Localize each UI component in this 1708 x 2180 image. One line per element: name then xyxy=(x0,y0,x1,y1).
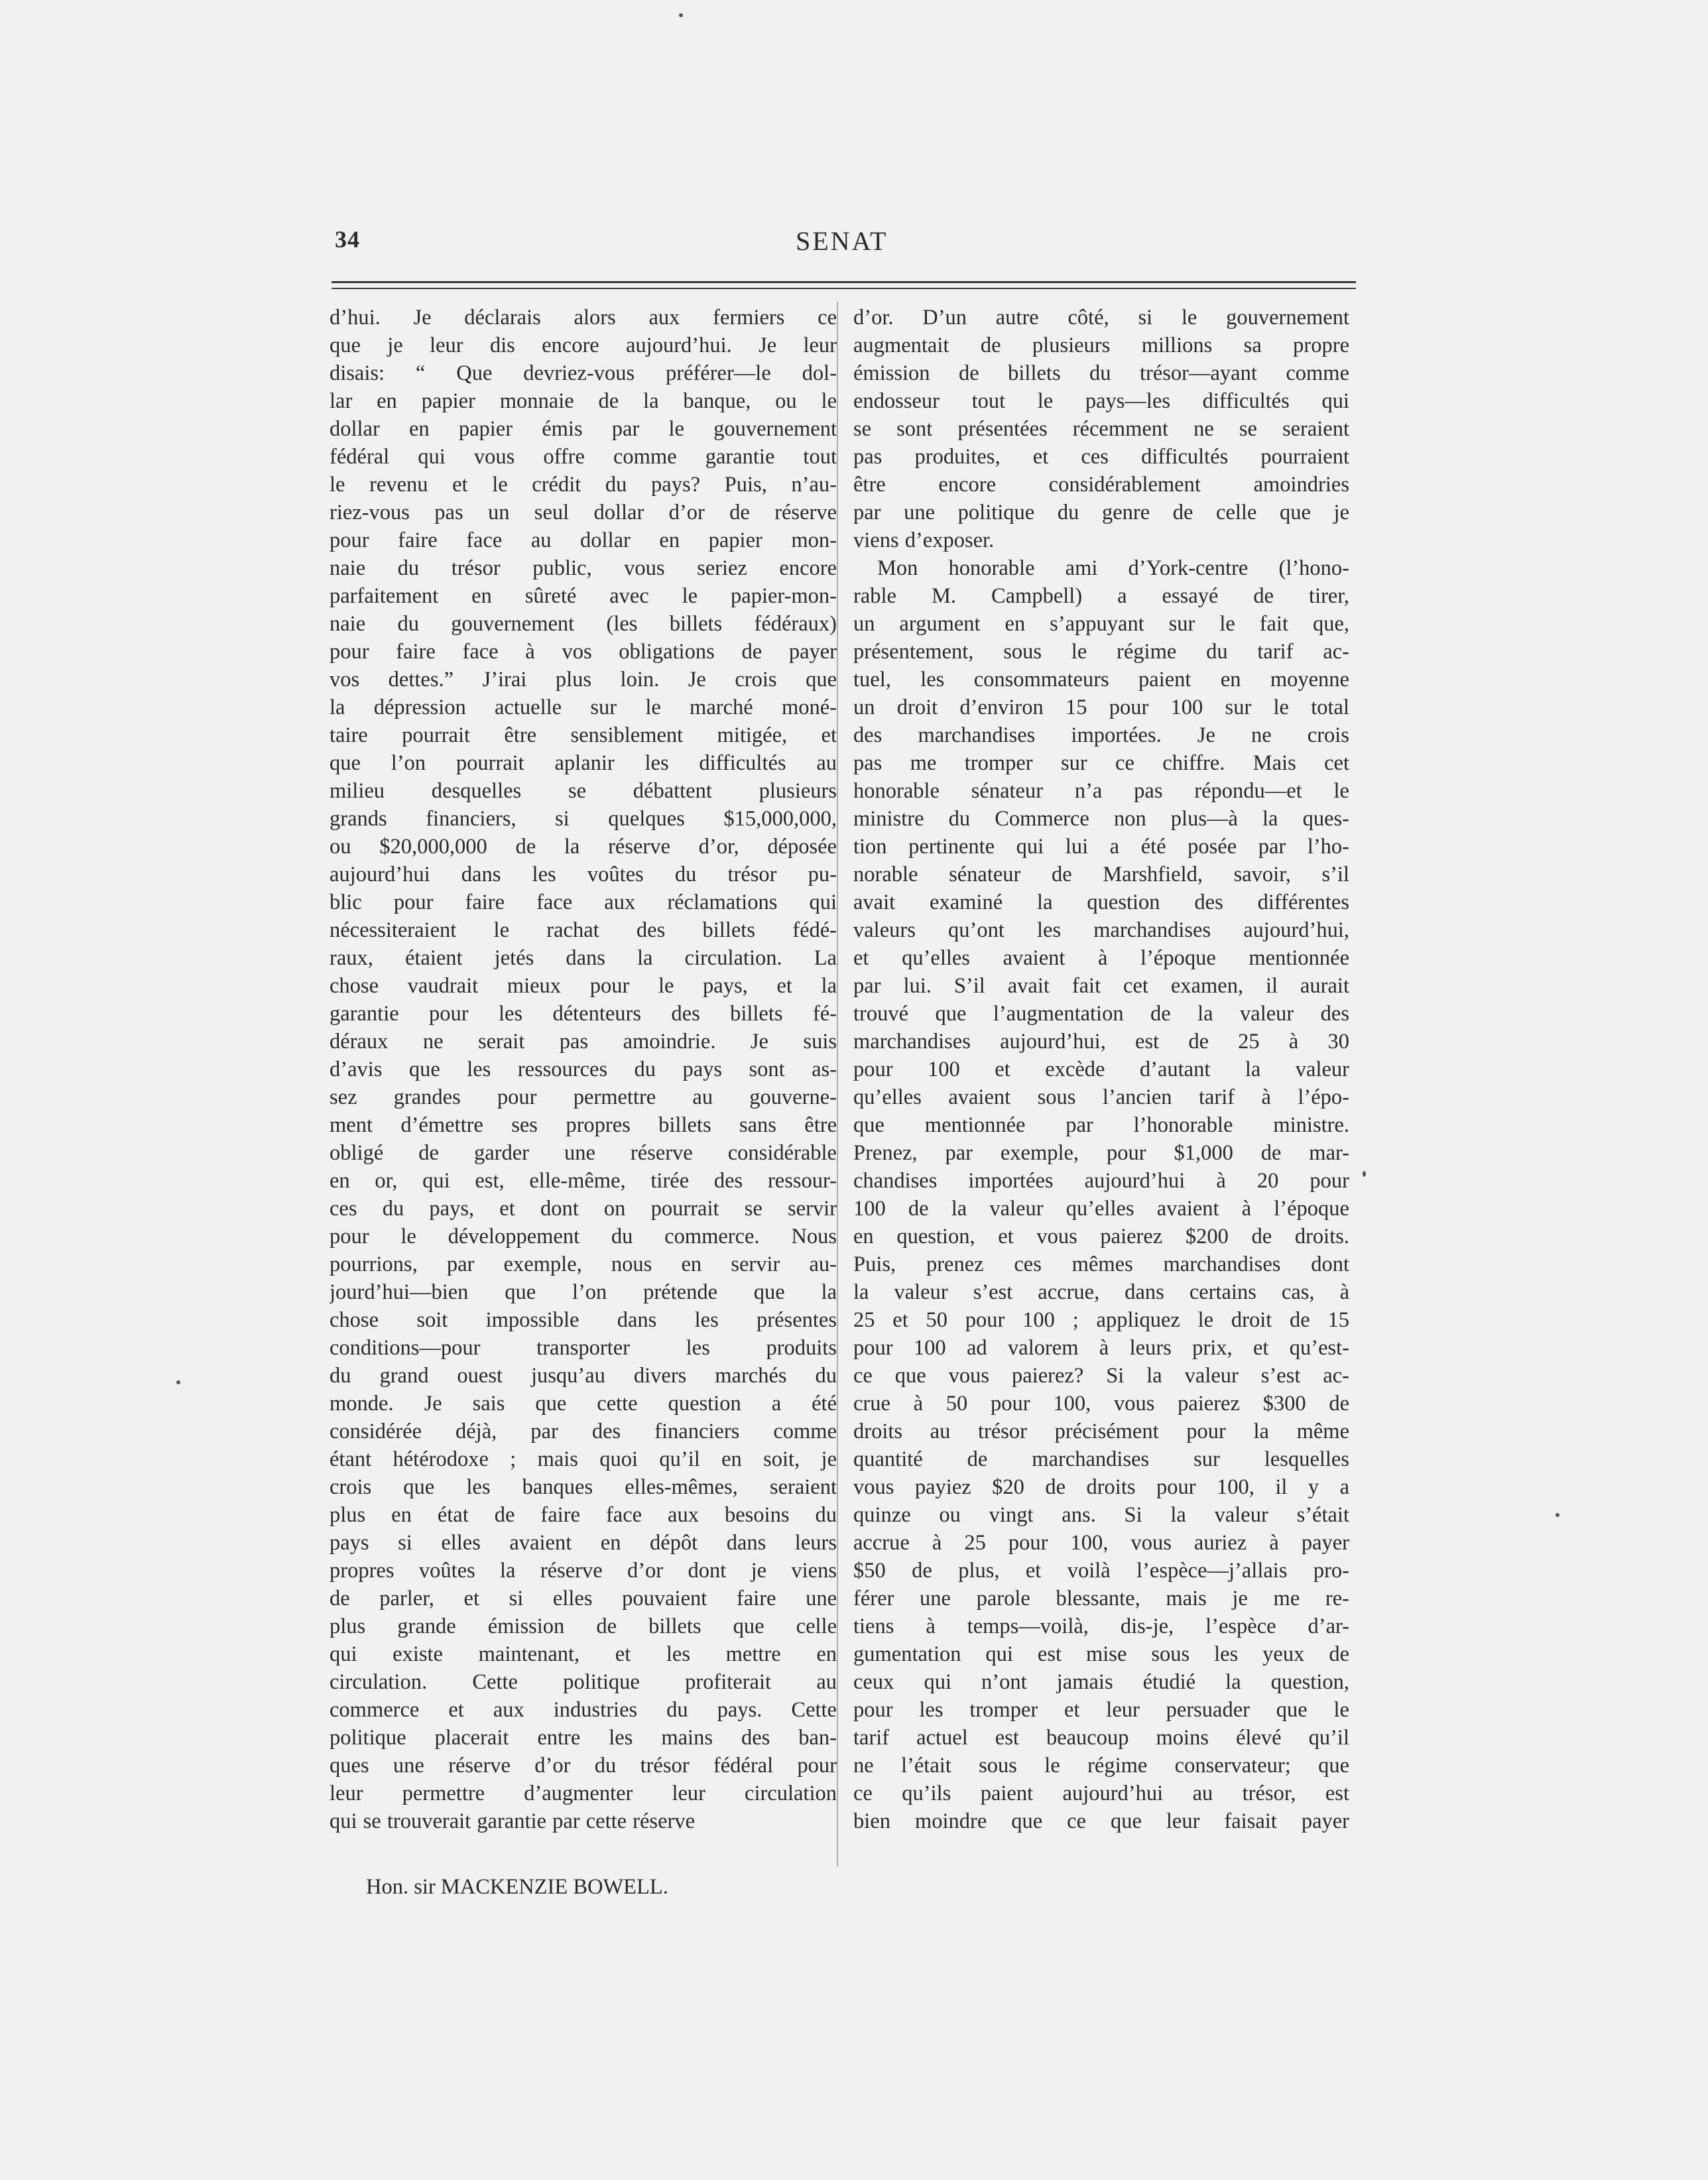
text-line: trouvé que l’augmentation de la valeur des xyxy=(853,1002,1349,1026)
header-rule-thin xyxy=(332,288,1356,289)
text-line: de parler, et si elles pouvaient faire une xyxy=(330,1587,837,1610)
text-line: des marchandises importées. Je ne crois xyxy=(853,723,1349,747)
text-line: avait examiné la question des différentes xyxy=(853,890,1349,914)
text-line: propres voûtes la réserve d’or dont je viens xyxy=(330,1559,837,1583)
text-line: chose soit impossible dans les présentes xyxy=(330,1308,837,1332)
text-line: fédéral qui vous offre comme garantie tout xyxy=(330,445,837,469)
text-line: commerce et aux industries du pays. Cette xyxy=(330,1698,837,1722)
text-line: présentement, sous le régime du tarif ac- xyxy=(853,640,1349,664)
text-line: que mentionnée par l’honorable ministre. xyxy=(853,1113,1349,1137)
text-line: marchandises aujourd’hui, est de 25 à 30 xyxy=(853,1030,1349,1054)
text-line: valeurs qu’ont les marchandises aujourd’hui, xyxy=(853,918,1349,942)
text-line: que l’on pourrait aplanir les difficultés au xyxy=(330,751,837,775)
text-line: pour 100 et excède d’autant la valeur xyxy=(853,1058,1349,1081)
text-line: naie du gouvernement (les billets fédéraux) xyxy=(330,612,837,636)
text-line: endosseur tout le pays—les difficultés qui xyxy=(853,389,1349,413)
text-line: quinze ou vingt ans. Si la valeur s’était xyxy=(853,1503,1349,1527)
text-line: la valeur s’est accrue, dans certains cas, à xyxy=(853,1280,1349,1304)
text-line: droits au trésor précisément pour la même xyxy=(853,1420,1349,1443)
text-line: ques une réserve d’or du trésor fédéral pour xyxy=(330,1754,837,1778)
scan-speck xyxy=(679,13,683,17)
text-line: pour faire face à vos obligations de payer xyxy=(330,640,837,664)
text-line: chandises importées aujourd’hui à 20 pour xyxy=(853,1169,1349,1193)
text-line: tarif actuel est beaucoup moins élevé qu’il xyxy=(853,1726,1349,1750)
scan-speck xyxy=(1363,1171,1366,1177)
text-line: pour le développement du commerce. Nous xyxy=(330,1225,837,1248)
text-line: d’avis que les ressources du pays sont as- xyxy=(330,1058,837,1081)
text-line: viens d’exposer. xyxy=(853,528,995,552)
text-line: en question, et vous paierez $200 de droits. xyxy=(853,1225,1349,1248)
page-number: 34 xyxy=(335,226,360,253)
text-line: norable sénateur de Marshfield, savoir, s’il xyxy=(853,863,1349,886)
text-line: Mon honorable ami d’York-centre (l’hono- xyxy=(877,556,1349,580)
text-line: 100 de la valeur qu’elles avaient à l’époque xyxy=(853,1197,1349,1221)
text-line: jourd’hui—bien que l’on prétende que la xyxy=(330,1280,837,1304)
text-line: qui se trouverait garantie par cette réserve xyxy=(330,1809,695,1833)
text-line: le revenu et le crédit du pays? Puis, n’au- xyxy=(330,473,837,497)
text-line: par lui. S’il avait fait cet examen, il aurait xyxy=(853,974,1349,998)
text-line: pas produites, et ces difficultés pourraient xyxy=(853,445,1349,469)
text-line: grands financiers, si quelques $15,000,000, xyxy=(330,807,837,831)
text-line: aujourd’hui dans les voûtes du trésor pu- xyxy=(330,863,837,886)
text-line: blic pour faire face aux réclamations qui xyxy=(330,890,837,914)
text-line: lar en papier monnaie de la banque, ou le xyxy=(330,389,837,413)
text-line: ces du pays, et dont on pourrait se servir xyxy=(330,1197,837,1221)
text-line: ne l’était sous le régime conservateur; que xyxy=(853,1754,1349,1778)
text-line: naie du trésor public, vous seriez encore xyxy=(330,556,837,580)
text-line: quantité de marchandises sur lesquelles xyxy=(853,1447,1349,1471)
text-line: honorable sénateur n’a pas répondu—et le xyxy=(853,779,1349,803)
text-line: qu’elles avaient sous l’ancien tarif à l’épo- xyxy=(853,1085,1349,1109)
running-title: SENAT xyxy=(796,226,888,256)
text-line: raux, étaient jetés dans la circulation. La xyxy=(330,946,837,970)
text-line: $50 de plus, et voilà l’espèce—j’allais pro- xyxy=(853,1559,1349,1583)
text-line: par une politique du genre de celle que je xyxy=(853,501,1349,524)
text-line: en or, qui est, elle-même, tirée des ressour- xyxy=(330,1169,837,1193)
text-line: ment d’émettre ses propres billets sans être xyxy=(330,1113,837,1137)
text-line: et qu’elles avaient à l’époque mentionnée xyxy=(853,946,1349,970)
text-line: férer une parole blessante, mais je me re- xyxy=(853,1587,1349,1610)
text-line: ceux qui n’ont jamais étudié la question, xyxy=(853,1670,1349,1694)
text-line: ou $20,000,000 de la réserve d’or, déposée xyxy=(330,835,837,859)
column-divider xyxy=(837,302,838,1866)
text-line: riez-vous pas un seul dollar d’or de réserve xyxy=(330,501,837,524)
text-line: dollar en papier émis par le gouvernement xyxy=(330,417,837,441)
text-line: plus grande émission de billets que celle xyxy=(330,1614,837,1638)
text-line: un droit d’environ 15 pour 100 sur le total xyxy=(853,696,1349,719)
text-line: que je leur dis encore aujourd’hui. Je leur xyxy=(330,333,837,357)
text-line: ministre du Commerce non plus—à la ques- xyxy=(853,807,1349,831)
text-line: leur permettre d’augmenter leur circulation xyxy=(330,1782,837,1805)
text-line: étant hétérodoxe ; mais quoi qu’il en soit, je xyxy=(330,1447,837,1471)
text-line: disais: “ Que devriez-vous préférer—le dol- xyxy=(330,361,837,385)
text-line: Prenez, par exemple, pour $1,000 de mar- xyxy=(853,1141,1349,1165)
text-line: tiens à temps—voilà, dis-je, l’espèce d’ar- xyxy=(853,1614,1349,1638)
text-line: tion pertinente qui lui a été posée par l’ho- xyxy=(853,835,1349,859)
text-line: crois que les banques elles-mêmes, seraient xyxy=(330,1475,837,1499)
text-line: nécessiteraient le rachat des billets fédé- xyxy=(330,918,837,942)
text-line: d’or. D’un autre côté, si le gouvernement xyxy=(853,306,1349,330)
text-line: vos dettes.” J’irai plus loin. Je crois que xyxy=(330,668,837,692)
text-line: pas me tromper sur ce chiffre. Mais cet xyxy=(853,751,1349,775)
text-line: chose vaudrait mieux pour le pays, et la xyxy=(330,974,837,998)
text-line: déraux ne serait pas amoindrie. Je suis xyxy=(330,1030,837,1054)
text-line: vous payiez $20 de droits pour 100, il y a xyxy=(853,1475,1349,1499)
scan-speck xyxy=(176,1380,180,1384)
text-line: émission de billets du trésor—ayant comme xyxy=(853,361,1349,385)
text-line: conditions—pour transporter les produits xyxy=(330,1336,837,1360)
text-line: pour 100 ad valorem à leurs prix, et qu’est- xyxy=(853,1336,1349,1360)
text-line: ce qu’ils paient aujourd’hui au trésor, est xyxy=(853,1782,1349,1805)
speaker-signature: Hon. sir MACKENZIE BOWELL. xyxy=(366,1875,668,1899)
text-line: un argument en s’appuyant sur le fait que, xyxy=(853,612,1349,636)
text-line: gumentation qui est mise sous les yeux de xyxy=(853,1642,1349,1666)
text-line: Puis, prenez ces mêmes marchandises dont xyxy=(853,1252,1349,1276)
text-line: garantie pour les détenteurs des billets fé- xyxy=(330,1002,837,1026)
text-line: milieu desquelles se débattent plusieurs xyxy=(330,779,837,803)
text-line: pays si elles avaient en dépôt dans leurs xyxy=(330,1531,837,1555)
text-line: taire pourrait être sensiblement mitigée, et xyxy=(330,723,837,747)
text-line: rable M. Campbell) a essayé de tirer, xyxy=(853,584,1349,608)
text-line: pour les tromper et leur persuader que le xyxy=(853,1698,1349,1722)
text-line: se sont présentées récemment ne se seraient xyxy=(853,417,1349,441)
left-column xyxy=(330,304,837,1835)
text-line: 25 et 50 pour 100 ; appliquez le droit de 15 xyxy=(853,1308,1349,1332)
text-line: être encore considérablement amoindries xyxy=(853,473,1349,497)
text-line: monde. Je sais que cette question a été xyxy=(330,1392,837,1416)
text-line: politique placerait entre les mains des ban- xyxy=(330,1726,837,1750)
text-line: la dépression actuelle sur le marché moné- xyxy=(330,696,837,719)
text-line: sez grandes pour permettre au gouverne- xyxy=(330,1085,837,1109)
text-line: qui existe maintenant, et les mettre en xyxy=(330,1642,837,1666)
text-line: obligé de garder une réserve considérable xyxy=(330,1141,837,1165)
text-line: parfaitement en sûreté avec le papier-mon- xyxy=(330,584,837,608)
text-line: bien moindre que ce que leur faisait payer xyxy=(853,1809,1349,1833)
text-line: d’hui. Je déclarais alors aux fermiers ce xyxy=(330,306,837,330)
text-line: accrue à 25 pour 100, vous auriez à payer xyxy=(853,1531,1349,1555)
text-line: considérée déjà, par des financiers comme xyxy=(330,1420,837,1443)
text-line: crue à 50 pour 100, vous paierez $300 de xyxy=(853,1392,1349,1416)
text-line: du grand ouest jusqu’au divers marchés du xyxy=(330,1364,837,1388)
page-header xyxy=(335,225,1356,265)
right-column xyxy=(853,304,1349,1835)
text-line: circulation. Cette politique profiterait au xyxy=(330,1670,837,1694)
text-line: ce que vous paierez? Si la valeur s’est ac- xyxy=(853,1364,1349,1388)
header-rule xyxy=(332,281,1356,283)
text-line: pour faire face au dollar en papier mon- xyxy=(330,528,837,552)
text-line: tuel, les consommateurs paient en moyenne xyxy=(853,668,1349,692)
text-line: pourrions, par exemple, nous en servir au- xyxy=(330,1252,837,1276)
text-line: augmentait de plusieurs millions sa propre xyxy=(853,333,1349,357)
text-line: plus en état de faire face aux besoins du xyxy=(330,1503,837,1527)
scan-speck xyxy=(1555,1513,1559,1517)
